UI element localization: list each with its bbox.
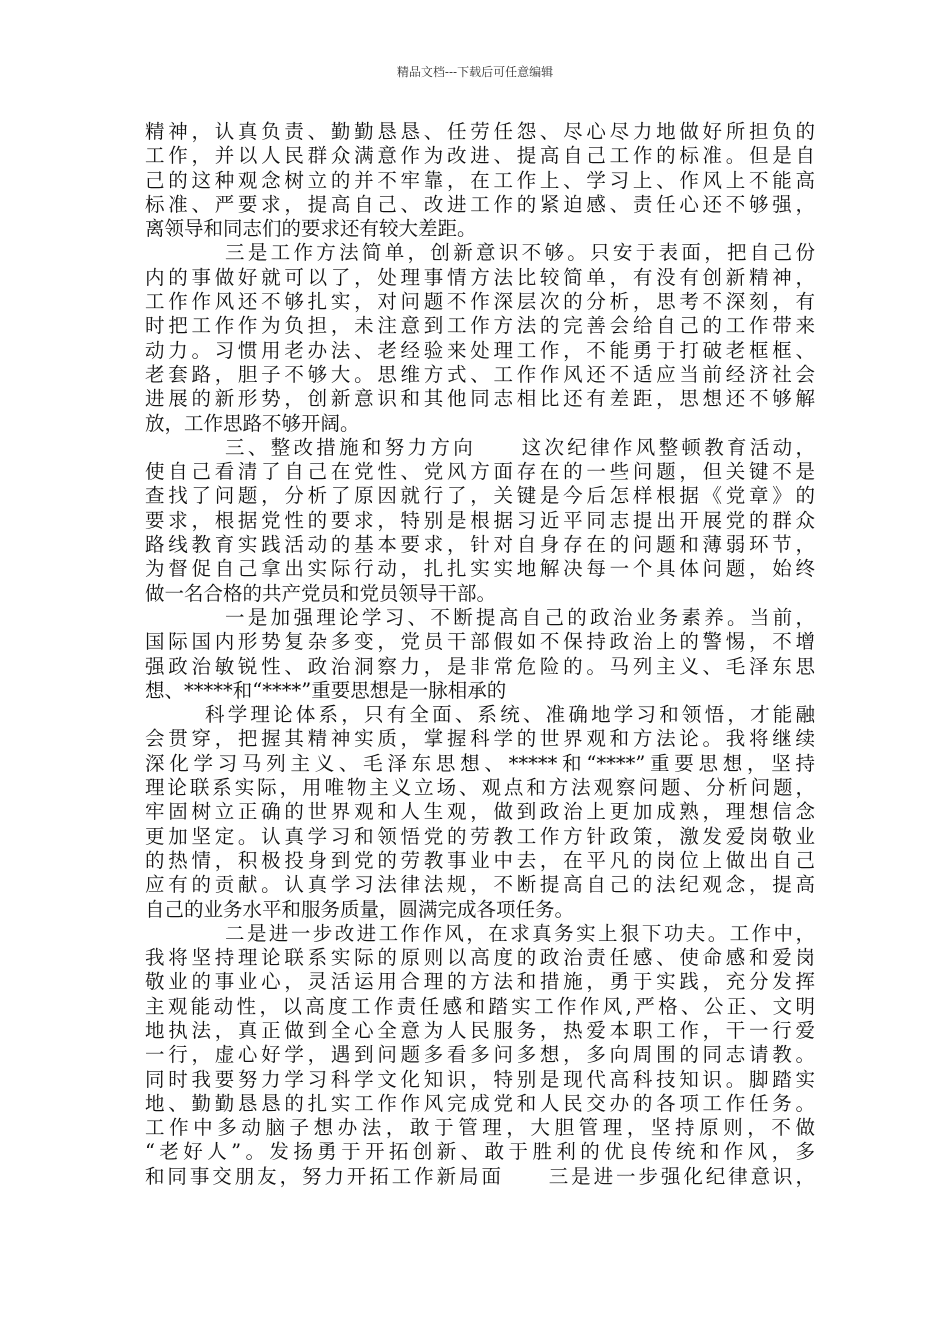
text-line: 同时我要努力学习科学文化知识，特别是现代高科技知识。脚踏实 bbox=[145, 1067, 815, 1091]
text-line: 敬业的事业心，灵活运用合理的方法和措施，勇于实践，充分发挥 bbox=[145, 970, 815, 994]
text-line: 自己的业务水平和服务质量，圆满完成各项任务。 bbox=[145, 897, 575, 921]
text-line: 深化学习马列主义、毛泽东思想、*****和“****”重要思想，坚持 bbox=[145, 751, 815, 775]
text-line: 三是工作方法简单，创新意识不够。只安于表面，把自己份 bbox=[225, 241, 815, 265]
text-line: 我将坚持理论联系实际的原则以高度的政治责任感、使命感和爱岗 bbox=[145, 946, 815, 970]
text-line: 国际国内形势复杂多变，党员干部假如不保持政治上的警惕，不增 bbox=[145, 630, 815, 654]
text-line: 做一名合格的共产党员和党员领导干部。 bbox=[145, 581, 497, 605]
text-line: 强政治敏锐性、政治洞察力，是非常危险的。马列主义、毛泽东思 bbox=[145, 654, 815, 678]
text-line: 工作中多动脑子想办法，敢于管理，大胆管理，坚持原则，不做 bbox=[145, 1116, 815, 1140]
text-line: 和同事交朋友，努力开拓工作新局面 三是进一步强化纪律意识， bbox=[145, 1164, 815, 1188]
text-line: 己的这种观念树立的并不牢靠，在工作上、学习上、作风上不能高 bbox=[145, 168, 815, 192]
text-line: 理论联系实际，用唯物主义立场、观点和方法观察问题、分析问题， bbox=[145, 776, 815, 800]
document-body bbox=[145, 120, 815, 1189]
text-line: 三、整改措施和努力方向 这次纪律作风整顿教育活动， bbox=[225, 435, 815, 459]
text-line: 老套路，胆子不够大。思维方式、工作作风还不适应当前经济社会 bbox=[145, 362, 815, 386]
text-line: 时把工作作为负担，未注意到工作方法的完善会给自己的工作带来 bbox=[145, 314, 815, 338]
text-line: 使自己看清了自己在党性、党风方面存在的一些问题，但关键不是 bbox=[145, 460, 815, 484]
text-line: 一是加强理论学习、不断提高自己的政治业务素养。当前， bbox=[225, 605, 815, 629]
text-line: 内的事做好就可以了，处理事情方法比较简单，有没有创新精神， bbox=[145, 265, 815, 289]
text-line: 进展的新形势，创新意识和其他同志相比还有差距，思想还不够解 bbox=[145, 387, 815, 411]
text-line: 想、*****和“****”重要思想是一脉相承的 bbox=[145, 678, 507, 702]
text-line: 主观能动性，以高度工作责任感和踏实工作作风,严格、公正、文明 bbox=[145, 994, 815, 1018]
text-line: 路线教育实践活动的基本要求，针对自身存在的问题和薄弱环节， bbox=[145, 533, 815, 557]
text-line: 地、勤勤恳恳的扎实工作作风完成党和人民交办的各项工作任务。 bbox=[145, 1091, 815, 1115]
text-line: 要求，根据党性的要求，特别是根据习近平同志提出开展党的群众 bbox=[145, 508, 815, 532]
text-line: 科学理论体系，只有全面、系统、准确地学习和领悟，才能融 bbox=[205, 703, 815, 727]
text-line: “老好人”。发扬勇于开拓创新、敢于胜利的优良传统和作风，多 bbox=[145, 1140, 815, 1164]
page-header: 精品文档---下载后可任意编辑 bbox=[396, 65, 554, 79]
text-line: 为督促自己拿出实际行动，扎扎实实地解决每一个具体问题，始终 bbox=[145, 557, 815, 581]
text-line: 二是进一步改进工作作风，在求真务实上狠下功夫。工作中， bbox=[225, 921, 815, 945]
text-line: 的热情，积极投身到党的劳教事业中去，在平凡的岗位上做出自己 bbox=[145, 848, 815, 872]
text-line: 应有的贡献。认真学习法律法规，不断提高自己的法纪观念，提高 bbox=[145, 873, 815, 897]
text-line: 动力。习惯用老办法、老经验来处理工作，不能勇于打破老框框、 bbox=[145, 338, 815, 362]
text-line: 工作，并以人民群众满意作为改进、提高自己工作的标准。但是自 bbox=[145, 144, 815, 168]
text-line: 会贯穿，把握其精神实质，掌握科学的世界观和方法论。我将继续 bbox=[145, 727, 815, 751]
text-line: 离领导和同志们的要求还有较大差距。 bbox=[145, 217, 477, 241]
text-line: 牢固树立正确的世界观和人生观，做到政治上更加成熟，理想信念 bbox=[145, 800, 815, 824]
text-line: 查找了问题，分析了原因就行了，关键是今后怎样根据《党章》的 bbox=[145, 484, 815, 508]
text-line: 地执法，真正做到全心全意为人民服务，热爱本职工作，干一行爱 bbox=[145, 1018, 815, 1042]
text-line: 放，工作思路不够开阔。 bbox=[145, 411, 360, 435]
text-line: 工作作风还不够扎实，对问题不作深层次的分析，思考不深刻，有 bbox=[145, 290, 815, 314]
text-line: 更加坚定。认真学习和领悟党的劳教工作方针政策，激发爱岗敬业 bbox=[145, 824, 815, 848]
text-line: 精神，认真负责、勤勤恳恳、任劳任怨、尽心尽力地做好所担负的 bbox=[145, 120, 815, 143]
text-line: 一行，虚心好学，遇到问题多看多问多想，多向周围的同志请教。 bbox=[145, 1043, 815, 1067]
text-line: 标准、严要求，提高自己、改进工作的紧迫感、责任心还不够强， bbox=[145, 192, 815, 216]
